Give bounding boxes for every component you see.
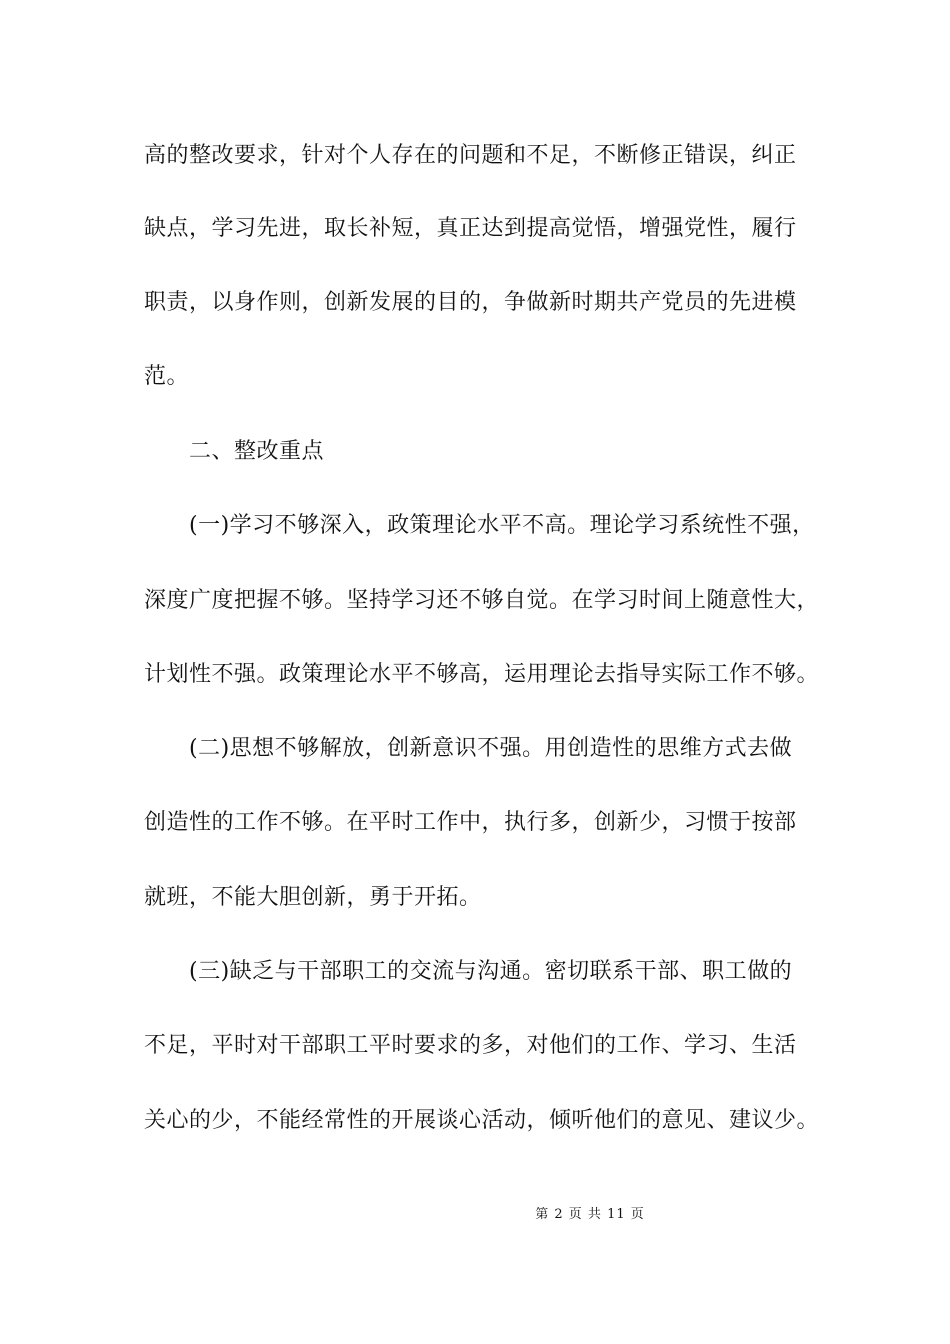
paragraph-line-14: 关心的少，不能经常性的开展谈心活动，倾听他们的意见、建议少。	[144, 1108, 820, 1133]
paragraph-line-10: 创造性的工作不够。在平时工作中，执行多，创新少，习惯于按部	[144, 810, 797, 835]
paragraph-line-3: 职责，以身作则，创新发展的目的，争做新时期共产党员的先进模	[144, 290, 797, 315]
paragraph-line-13: 不足，平时对干部职工平时要求的多，对他们的工作、学习、生活	[144, 1033, 797, 1058]
paragraph-line-2: 缺点，学习先进，取长补短，真正达到提高觉悟，增强党性，履行	[144, 216, 797, 241]
paragraph-line-9: (二)思想不够解放，创新意识不强。用创造性的思维方式去做	[189, 736, 793, 761]
paragraph-line-8: 计划性不强。政策理论水平不够高，运用理论去指导实际工作不够。	[144, 662, 820, 687]
current-page-number: 2	[554, 1207, 564, 1222]
paragraph-line-12: (三)缺乏与干部职工的交流与沟通。密切联系干部、职工做的	[189, 959, 793, 984]
footer-prefix: 第	[535, 1207, 550, 1222]
page-number-indicator	[535, 1206, 645, 1224]
footer-middle: 页 共	[568, 1207, 602, 1222]
section-heading: 二、整改重点	[189, 439, 325, 464]
footer-suffix: 页	[630, 1207, 645, 1222]
paragraph-line-6: (一)学习不够深入，政策理论水平不高。理论学习系统性不强，	[189, 513, 815, 538]
paragraph-line-11: 就班，不能大胆创新，勇于开拓。	[144, 885, 482, 910]
paragraph-line-1: 高的整改要求，针对个人存在的问题和不足，不断修正错误，纠正	[144, 143, 797, 168]
total-pages-number: 11	[607, 1207, 626, 1222]
paragraph-line-4: 范。	[144, 364, 190, 389]
paragraph-line-7: 深度广度把握不够。坚持学习还不够自觉。在学习时间上随意性大，	[144, 588, 820, 613]
